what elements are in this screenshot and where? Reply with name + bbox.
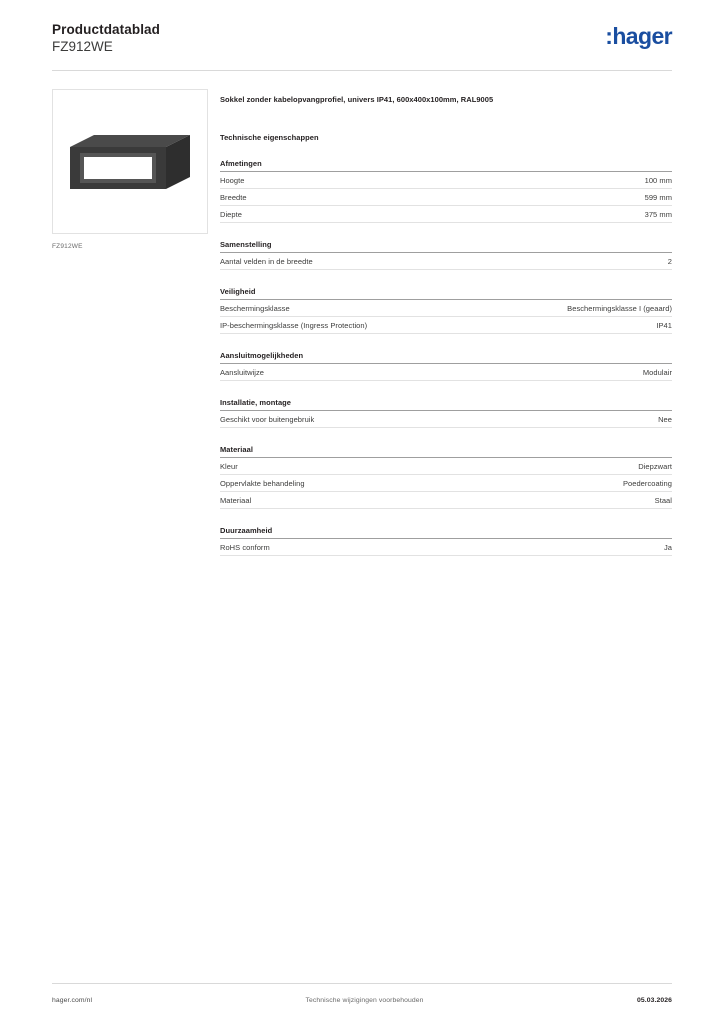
datasheet-content <box>220 94 672 556</box>
spec-value: 375 mm <box>644 209 672 219</box>
table-row <box>220 411 672 428</box>
table-row <box>220 458 672 475</box>
spec-label: IP-beschermingsklasse (Ingress Protection) <box>220 320 368 330</box>
spec-label: Materiaal <box>220 495 252 505</box>
spec-label: Diepte <box>220 209 242 219</box>
sokkel-frame-icon <box>68 133 192 191</box>
table-row <box>220 317 672 334</box>
section-title-technical: Technische eigenschappen <box>220 133 319 142</box>
spec-group-materiaal <box>220 445 672 509</box>
table-row <box>220 539 672 556</box>
spec-value: Staal <box>654 495 672 505</box>
spec-group-title: Materiaal <box>220 445 672 458</box>
spec-value: 2 <box>667 256 672 266</box>
spec-label: Aansluitwijze <box>220 367 265 377</box>
spec-value: Ja <box>663 542 672 552</box>
spec-group-aansluitmogelijkheden <box>220 351 672 381</box>
spec-value: 599 mm <box>644 192 672 202</box>
spec-group-title: Veiligheid <box>220 287 672 300</box>
spec-group-duurzaamheid <box>220 526 672 556</box>
spec-group-afmetingen <box>220 159 672 223</box>
table-row <box>220 206 672 223</box>
spec-group-installatie-montage <box>220 398 672 428</box>
spec-value: Beschermingsklasse I (geaard) <box>567 303 672 313</box>
header-divider <box>52 70 672 71</box>
product-image <box>52 89 208 234</box>
footer-divider <box>52 983 672 984</box>
hager-logo: :hager <box>605 23 672 49</box>
spec-label: Geschikt voor buitengebruik <box>220 414 315 424</box>
table-row <box>220 189 672 206</box>
table-row <box>220 300 672 317</box>
spec-label: Oppervlakte behandeling <box>220 478 305 488</box>
table-row <box>220 253 672 270</box>
table-row <box>220 172 672 189</box>
spec-label: Breedte <box>220 192 247 202</box>
spec-label: RoHS conform <box>220 542 270 552</box>
spec-value: 100 mm <box>644 175 672 185</box>
image-caption: FZ912WE <box>52 243 83 250</box>
spec-label: Beschermingsklasse <box>220 303 290 313</box>
spec-group-title: Afmetingen <box>220 159 672 172</box>
spec-label: Hoogte <box>220 175 245 185</box>
spec-group-samenstelling <box>220 240 672 270</box>
spec-group-title: Duurzaamheid <box>220 526 672 539</box>
spec-label: Kleur <box>220 461 238 471</box>
spec-group-title: Aansluitmogelijkheden <box>220 351 672 364</box>
spec-value: Diepzwart <box>638 461 672 471</box>
table-row <box>220 364 672 381</box>
spec-group-veiligheid <box>220 287 672 334</box>
footer-date: 05.03.2026 <box>636 997 672 1004</box>
spec-value: Poedercoating <box>622 478 672 488</box>
spec-label: Aantal velden in de breedte <box>220 256 313 266</box>
table-row <box>220 475 672 492</box>
spec-value: IP41 <box>656 320 672 330</box>
spec-group-title: Samenstelling <box>220 240 672 253</box>
page-footer <box>52 997 672 1004</box>
page-header <box>52 22 672 55</box>
page-title: Productdatablad <box>52 22 161 37</box>
product-reference: FZ912WE <box>52 39 113 54</box>
spec-value: Nee <box>658 414 672 424</box>
footer-website-link[interactable]: hager.com/nl <box>52 997 93 1004</box>
spec-group-title: Installatie, montage <box>220 398 672 411</box>
footer-disclaimer: Technische wijzigingen voorbehouden <box>305 997 424 1004</box>
product-description: Sokkel zonder kabelopvangprofiel, univers IP41, 600x400x100mm, RAL9005 <box>220 95 494 104</box>
spec-value: Modulair <box>642 367 672 377</box>
table-row <box>220 492 672 509</box>
header-titles <box>52 22 160 55</box>
